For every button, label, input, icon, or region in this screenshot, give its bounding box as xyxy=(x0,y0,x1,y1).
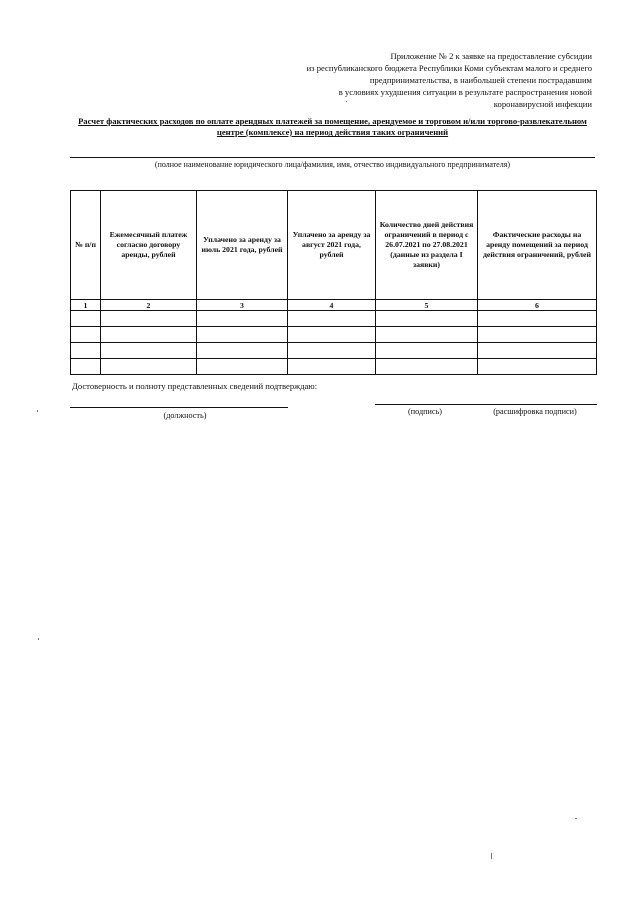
organization-name-field[interactable] xyxy=(70,157,595,158)
table-cell[interactable] xyxy=(101,327,197,343)
header-cell-number: № п/п xyxy=(71,191,101,300)
signature-field[interactable] xyxy=(375,404,597,405)
scan-speck xyxy=(491,853,492,859)
document-title xyxy=(70,116,595,138)
table-cell[interactable] xyxy=(71,359,101,375)
table-cell[interactable] xyxy=(71,327,101,343)
table-cell[interactable] xyxy=(288,359,376,375)
table-cell[interactable] xyxy=(197,311,288,327)
table-header-row xyxy=(71,191,597,300)
table-cell[interactable] xyxy=(71,343,101,359)
table-row xyxy=(71,327,597,343)
table-row xyxy=(71,343,597,359)
table-cell[interactable] xyxy=(376,359,478,375)
column-number: 6 xyxy=(478,300,597,311)
table-cell[interactable] xyxy=(478,311,597,327)
position-caption: (должность) xyxy=(163,411,207,420)
title-line-2: центре (комплексе) на период действия таких ограничений xyxy=(216,127,449,137)
table-cell[interactable] xyxy=(101,311,197,327)
signature-decoding-caption: (расшифровка подписи) xyxy=(493,407,577,416)
confirmation-text: Достоверность и полноту представленных сведений подтверждаю: xyxy=(72,381,318,391)
table-cell[interactable] xyxy=(478,327,597,343)
title-line-1: Расчет фактических расходов по оплате арендных платежей за помещение, арендуемое и торговом и/или торгово-развлекательном xyxy=(78,116,587,126)
table-cell[interactable] xyxy=(376,343,478,359)
table-row xyxy=(71,311,597,327)
scan-speck xyxy=(37,410,38,412)
scan-speck xyxy=(346,101,347,102)
column-number: 4 xyxy=(288,300,376,311)
column-number: 1 xyxy=(71,300,101,311)
table-row xyxy=(71,359,597,375)
column-number: 5 xyxy=(376,300,478,311)
table-cell[interactable] xyxy=(478,343,597,359)
header-line-5: коронавирусной инфекции xyxy=(493,99,592,109)
table-cell[interactable] xyxy=(101,343,197,359)
signature-caption: (подпись) xyxy=(408,407,442,416)
table-cell[interactable] xyxy=(288,343,376,359)
header-cell-monthly-payment: Ежемесячный платеж согласно договору аренды, рублей xyxy=(101,191,197,300)
table-cell[interactable] xyxy=(478,359,597,375)
table-cell[interactable] xyxy=(197,359,288,375)
table-cell[interactable] xyxy=(288,311,376,327)
header-cell-actual-expenses: Фактические расходы на аренду помещений за период действия ограничений, рублей xyxy=(478,191,597,300)
column-number: 2 xyxy=(101,300,197,311)
table-cell[interactable] xyxy=(197,343,288,359)
header-cell-restriction-days: Количество дней действия ограничений в период с 26.07.2021 по 27.08.2021 (данные из раздела I заявки) xyxy=(376,191,478,300)
position-field[interactable] xyxy=(70,407,288,408)
organization-name-caption: (полное наименование юридического лица/фамилия, имя, отчество индивидуального предпринимателя) xyxy=(154,160,511,169)
table-cell[interactable] xyxy=(197,327,288,343)
table-cell[interactable] xyxy=(71,311,101,327)
column-number-row xyxy=(71,300,597,311)
header-cell-paid-august: Уплачено за аренду за август 2021 года, рублей xyxy=(288,191,376,300)
table-cell[interactable] xyxy=(101,359,197,375)
header-cell-paid-july: Уплачено за аренду за июль 2021 года, рублей xyxy=(197,191,288,300)
appendix-header xyxy=(272,50,592,110)
table-cell[interactable] xyxy=(376,311,478,327)
column-number: 3 xyxy=(197,300,288,311)
header-line-3: предпринимательства, в наибольшей степени пострадавшим xyxy=(369,75,592,85)
table-cell[interactable] xyxy=(288,327,376,343)
header-line-1: Приложение № 2 к заявке на предоставление субсидии xyxy=(390,51,592,61)
header-line-4: в условиях ухудшения ситуации в результате распространения новой xyxy=(338,87,592,97)
scan-speck xyxy=(38,638,39,640)
header-line-2: из республиканского бюджета Республики Коми субъектам малого и среднего xyxy=(306,63,592,73)
table-cell[interactable] xyxy=(376,327,478,343)
scan-speck xyxy=(575,818,577,819)
expenses-table xyxy=(70,190,597,375)
